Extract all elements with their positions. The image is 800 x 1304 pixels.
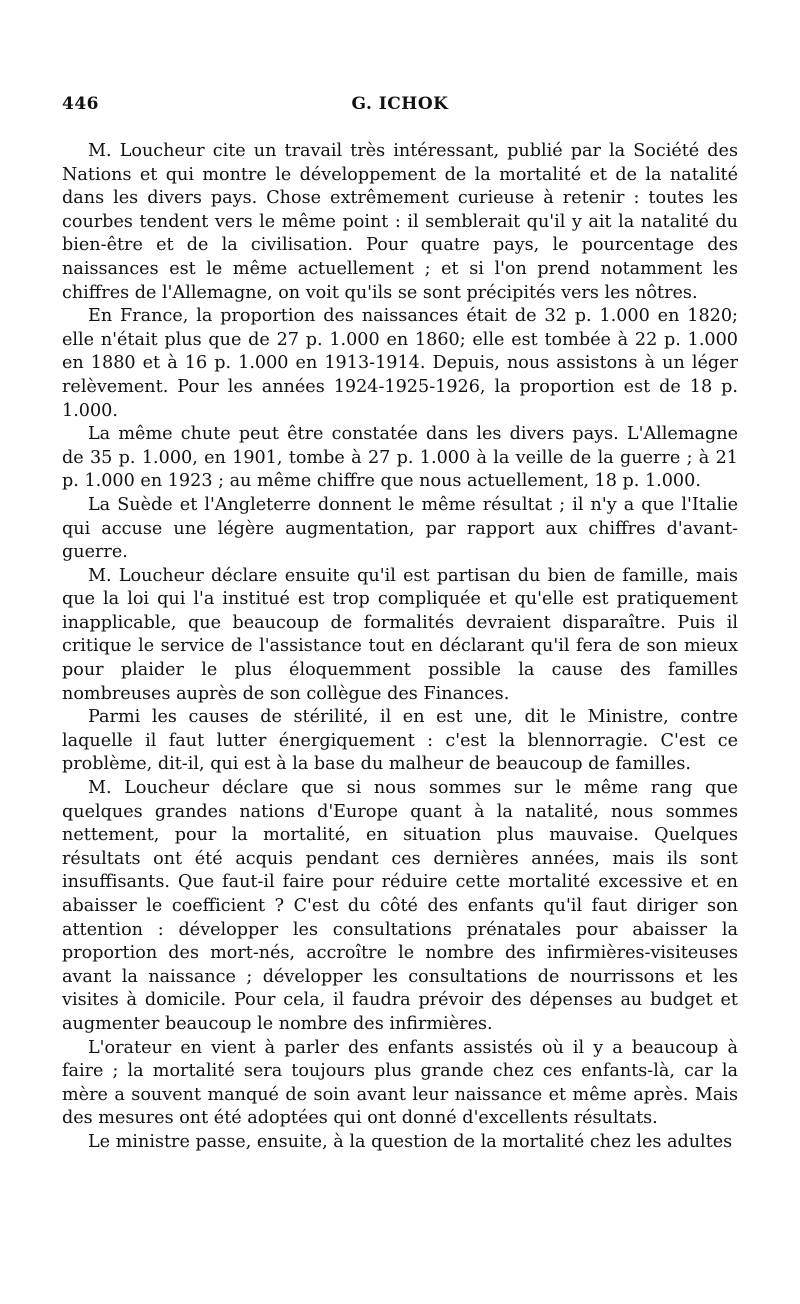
- paragraph: Le ministre passe, ensuite, à la question de la mortalité chez les adultes: [88, 1131, 733, 1152]
- page-header: [62, 94, 738, 122]
- body-text: [62, 140, 738, 1155]
- paragraph: M. Loucheur déclare ensuite qu'il est partisan du bien de famille, mais que la loi qui l'a institué est trop compliquée et qu'elle est pratiquement inapplicable, que beaucoup de formalités devraient disparaître. Puis il critique le service de l'assistance tout en déclarant qu'il fera de son mieux pour plaider le plus éloquemment possible la cause des familles nombreuses auprès de son collègue des Finances.: [62, 565, 738, 704]
- paragraph: En France, la proportion des naissances était de 32 p. 1.000 en 1820; elle n'était plus que de 27 p. 1.000 en 1860; elle est tombée à 22 p. 1.000 en 1880 et à 16 p. 1.000 en 1913-1914. Depuis, nous assistons à un léger relèvement. Pour les années 1924-1925-1926, la proportion est de 18 p. 1.000.: [62, 306, 738, 421]
- running-head: G. ICHOK: [351, 94, 449, 114]
- paragraph: La Suède et l'Angleterre donnent le même résultat ; il n'y a que l'Italie qui accuse une légère augmentation, par rapport aux chiffres d'avant-guerre.: [62, 494, 738, 563]
- paragraph: La même chute peut être constatée dans les divers pays. L'Allemagne de 35 p. 1.000, en 1901, tombe à 27 p. 1.000 à la veille de la guerre ; à 21 p. 1.000 en 1923 ; au même chiffre que nous actuellement, 18 p. 1.000.: [62, 424, 738, 492]
- paragraph: L'orateur en vient à parler des enfants assistés où il y a beaucoup à faire ; la mortalité sera toujours plus grande chez ces enfants-là, car la mère a souvent manqué de soin avant leur naissance et même après. Mais des mesures ont été adoptées qui ont donné d'excellents résultats.: [62, 1037, 738, 1129]
- paragraph: Parmi les causes de stérilité, il en est une, dit le Ministre, contre laquelle il faut lutter énergiquement : c'est la blennorragie. C'est ce problème, dit-il, qui est à la base du malheur de beaucoup de familles.: [62, 707, 738, 775]
- paragraph: M. Loucheur déclare que si nous sommes sur le même rang que quelques grandes nations d'Europe quant à la natalité, nous sommes nettement, pour la mortalité, en situation plus mauvaise. Quelques résultats ont été acquis pendant ces dernières années, mais ils sont insuffisants. Que faut-il faire pour réduire cette mortalité excessive et en abaisser le coefficient ? C'est du côté des enfants qu'il faut diriger son attention : développer les consultations prénatales pour abaisser la proportion des mort-nés, accroître le nombre des infirmières-visiteuses avant la naissance ; développer les consultations de nourrissons et les visites à domicile. Pour cela, il faudra prévoir des dépenses au budget et augmenter beaucoup le nombre des infirmières.: [62, 778, 738, 1034]
- paragraph: M. Loucheur cite un travail très intéressant, publié par la Société des Nations et qui montre le développement de la mortalité et de la natalité dans les divers pays. Chose extrêmement curieuse à retenir : toutes les courbes tendent vers le même point : il semblerait qu'il y ait la natalité du bien-être et de la civilisation. Pour quatre pays, le pourcentage des naissances est le même actuellement ; et si l'on prend notamment les chiffres de l'Allemagne, on voit qu'ils se sont précipités vers les nôtres.: [62, 141, 738, 303]
- page-number: 446: [62, 94, 99, 114]
